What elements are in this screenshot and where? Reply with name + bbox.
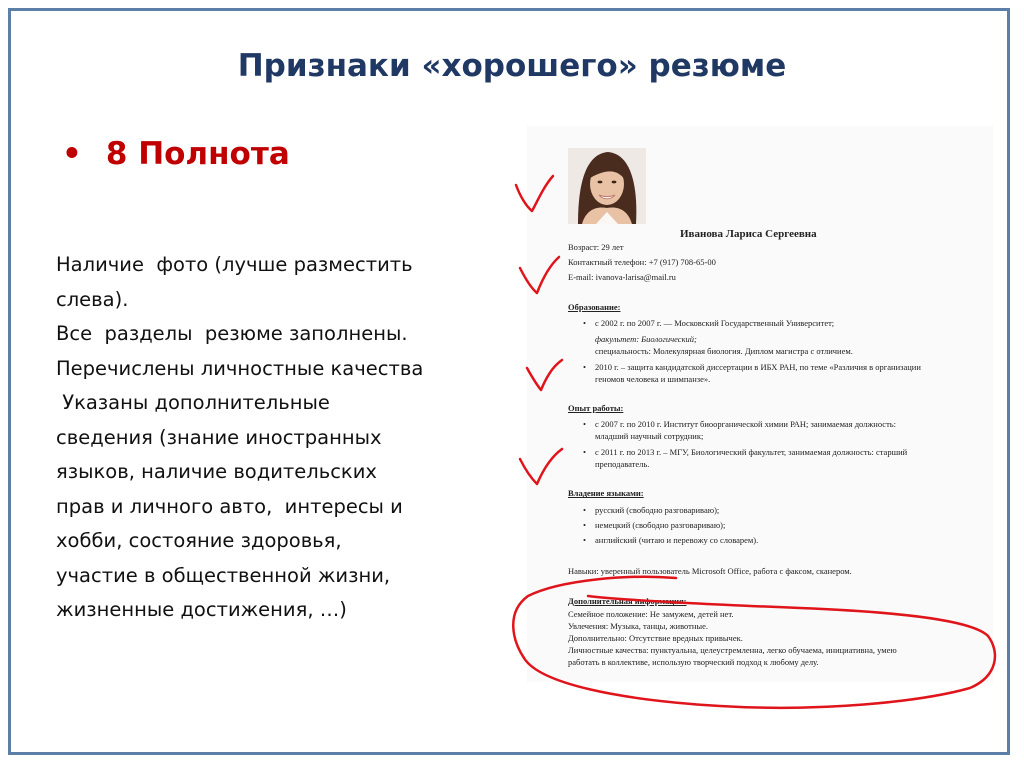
resume-bullet: •: [583, 447, 586, 457]
resume-work-line: преподаватель.: [595, 459, 650, 469]
body-line: Перечислены личностные качества: [56, 356, 424, 380]
resume-extra-line: Дополнительно: Отсутствие вредных привычек.: [568, 633, 743, 643]
resume-name: Иванова Лариса Сергеевна: [680, 228, 817, 240]
body-line: жизненные достижения, …): [56, 598, 347, 621]
resume-bullet: •: [583, 535, 586, 545]
resume-extra-heading: Дополнительная информация:: [568, 596, 687, 606]
resume-phone: Контактный телефон: +7 (917) 708-65-00: [568, 257, 716, 267]
body-line: участие в общественной жизни,: [56, 563, 391, 587]
resume-education-heading: Образование:: [568, 302, 621, 312]
body-text: [56, 248, 423, 628]
resume-bullet: •: [583, 362, 586, 372]
resume-languages-heading: Владение языками:: [568, 488, 644, 498]
resume-bullet: •: [583, 520, 586, 530]
body-line: хобби, состояние здоровья,: [56, 529, 342, 552]
resume-bullet: •: [583, 505, 586, 515]
resume-bullet: •: [583, 419, 586, 429]
resume-age: Возраст: 29 лет: [568, 242, 624, 252]
resume-email-label: E-mail:: [568, 272, 596, 282]
body-line: прав и личного авто, интересы и: [56, 494, 403, 518]
body-line: Указаны дополнительные: [56, 391, 330, 414]
resume-language-line: немецкий (свободно разговариваю);: [595, 520, 726, 530]
resume-work-line: младший научный сотрудник;: [595, 431, 704, 441]
resume-email-link[interactable]: ivanova-larisa@mail.ru: [595, 272, 676, 282]
body-line: слева).: [56, 287, 129, 311]
resume-education-line: геномов человека и шимпанзе».: [595, 374, 711, 384]
bullet-heading: [62, 136, 290, 172]
resume-language-line: русский (свободно разговариваю);: [595, 505, 720, 515]
resume-extra-line: Семейное положение: Не замужем, детей нет.: [568, 609, 734, 619]
slide-title: Признаки «хорошего» резюме: [237, 48, 787, 84]
resume-extra-line: Увлечения: Музыка, танцы, животные.: [568, 621, 709, 631]
resume-work-line: с 2011 г. по 2013 г. – МГУ, Биологический факультет, занимаемая должность: старший: [595, 447, 908, 457]
body-line: Все разделы резюме заполнены.: [56, 322, 408, 345]
profile-photo: [568, 148, 646, 224]
body-line: Наличие фото (лучше разместить: [56, 253, 413, 276]
bullet-marker: •: [62, 136, 82, 172]
resume-extra-line: Личностные качества: пунктуальна, целеустремленна, легко обучаема, инициативна, умею: [568, 645, 897, 655]
bullet-heading-text: 8 Полнота: [105, 136, 290, 172]
body-line: сведения (знание иностранных: [56, 425, 382, 449]
resume-bullet: •: [583, 318, 586, 328]
resume-education-line: с 2002 г. по 2007 г. — Московский Государственный Университет;: [595, 318, 835, 328]
body-line: языков, наличие водительских: [56, 460, 377, 483]
resume-work-heading: Опыт работы:: [568, 403, 624, 413]
resume-education-line: факультет: Биологический;: [595, 334, 697, 344]
resume-email: [568, 272, 676, 282]
resume-work-line: с 2007 г. по 2010 г. Институт биоорганической химии РАН; занимаемая должность:: [595, 419, 897, 429]
resume-extra-line: работать в коллективе, использую творческий подход к любому делу.: [568, 657, 819, 667]
resume-language-line: английский (читаю и перевожу со словарем).: [595, 535, 759, 545]
resume-education-line: специальность: Молекулярная биология. Диплом магистра с отличием.: [595, 346, 853, 356]
resume-education-line: 2010 г. – защита кандидатской диссертации в ИБХ РАН, по теме «Различия в организации: [595, 362, 921, 372]
resume-computer-skills: Навыки: уверенный пользователь Microsoft Office, работа с факсом, сканером.: [568, 566, 852, 576]
